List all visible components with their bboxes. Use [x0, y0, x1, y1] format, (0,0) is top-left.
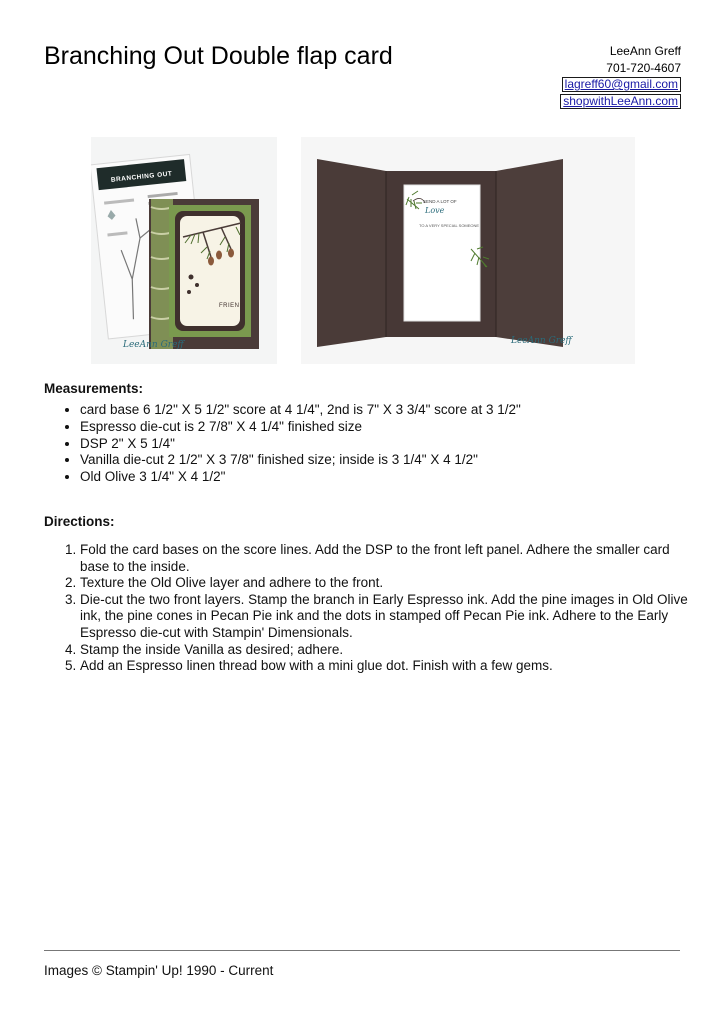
inside-sentiment-line3: TO A VERY SPECIAL SOMEONE — [419, 223, 480, 228]
footer-divider — [44, 950, 680, 951]
contact-block — [560, 43, 681, 109]
contact-email-link[interactable]: lagreff60@gmail.com — [562, 77, 681, 92]
inside-sentiment-love: Love — [425, 206, 445, 215]
measurement-item: • card base 6 1/2" X 5 1/2" score at 4 1/4", 2nd is 7" X 3 3/4" score at 3 1/2" — [80, 402, 700, 419]
direction-step: 5. Add an Espresso linen thread bow with a mini glue dot. Finish with a few gems. — [80, 658, 702, 675]
measurements-list — [62, 402, 700, 486]
inside-sentiment-line1: SEND A LOT OF — [423, 199, 457, 204]
signature-watermark: LeeAnn Greff — [123, 340, 184, 350]
measurement-item: • Vanilla die-cut 2 1/2" X 3 7/8" finished size; inside is 3 1/4" X 4 1/2" — [80, 452, 700, 469]
contact-phone: 701-720-4607 — [606, 60, 681, 75]
measurement-item: • Espresso die-cut is 2 7/8" X 4 1/4" finished size — [80, 419, 700, 436]
directions-heading: Directions: — [44, 514, 115, 529]
direction-step: 3. Die-cut the two front layers. Stamp the branch in Early Espresso ink. Add the pine images in Old Olive ink, the pine cones in Pecan Pie ink and the dots in stamped off Pecan Pie ink. Adhere to the Early Espresso die-cut with Stampin' Dimensionals. — [80, 592, 702, 642]
direction-step: 2. Texture the Old Olive layer and adhere to the front. — [80, 575, 702, 592]
card-front-illustration — [91, 137, 277, 364]
card-inside-illustration — [301, 137, 635, 364]
measurement-item: • Old Olive 3 1/4" X 4 1/2" — [80, 469, 700, 486]
card-front-sentiment: FRIEND — [219, 303, 245, 309]
card-inside-photo — [301, 137, 635, 364]
page-title: Branching Out Double flap card — [44, 42, 393, 70]
directions-list — [62, 542, 702, 675]
signature-watermark-2: LeeAnn Greff — [511, 336, 572, 346]
measurements-heading: Measurements: — [44, 381, 144, 396]
direction-step: 4. Stamp the inside Vanilla as desired; adhere. — [80, 642, 702, 659]
footer-copyright: Images © Stampin' Up! 1990 - Current — [44, 963, 274, 978]
contact-website-link[interactable]: shopwithLeeAnn.com — [560, 94, 681, 109]
card-front-photo — [91, 137, 277, 364]
contact-name: LeeAnn Greff — [609, 44, 681, 58]
stamp-set-label: BRANCHING OUT — [110, 170, 173, 184]
measurement-item: • DSP 2" X 5 1/4" — [80, 436, 700, 453]
direction-step: 1. Fold the card bases on the score lines. Add the DSP to the front left panel. Adhere the smaller card base to the inside. — [80, 542, 702, 575]
